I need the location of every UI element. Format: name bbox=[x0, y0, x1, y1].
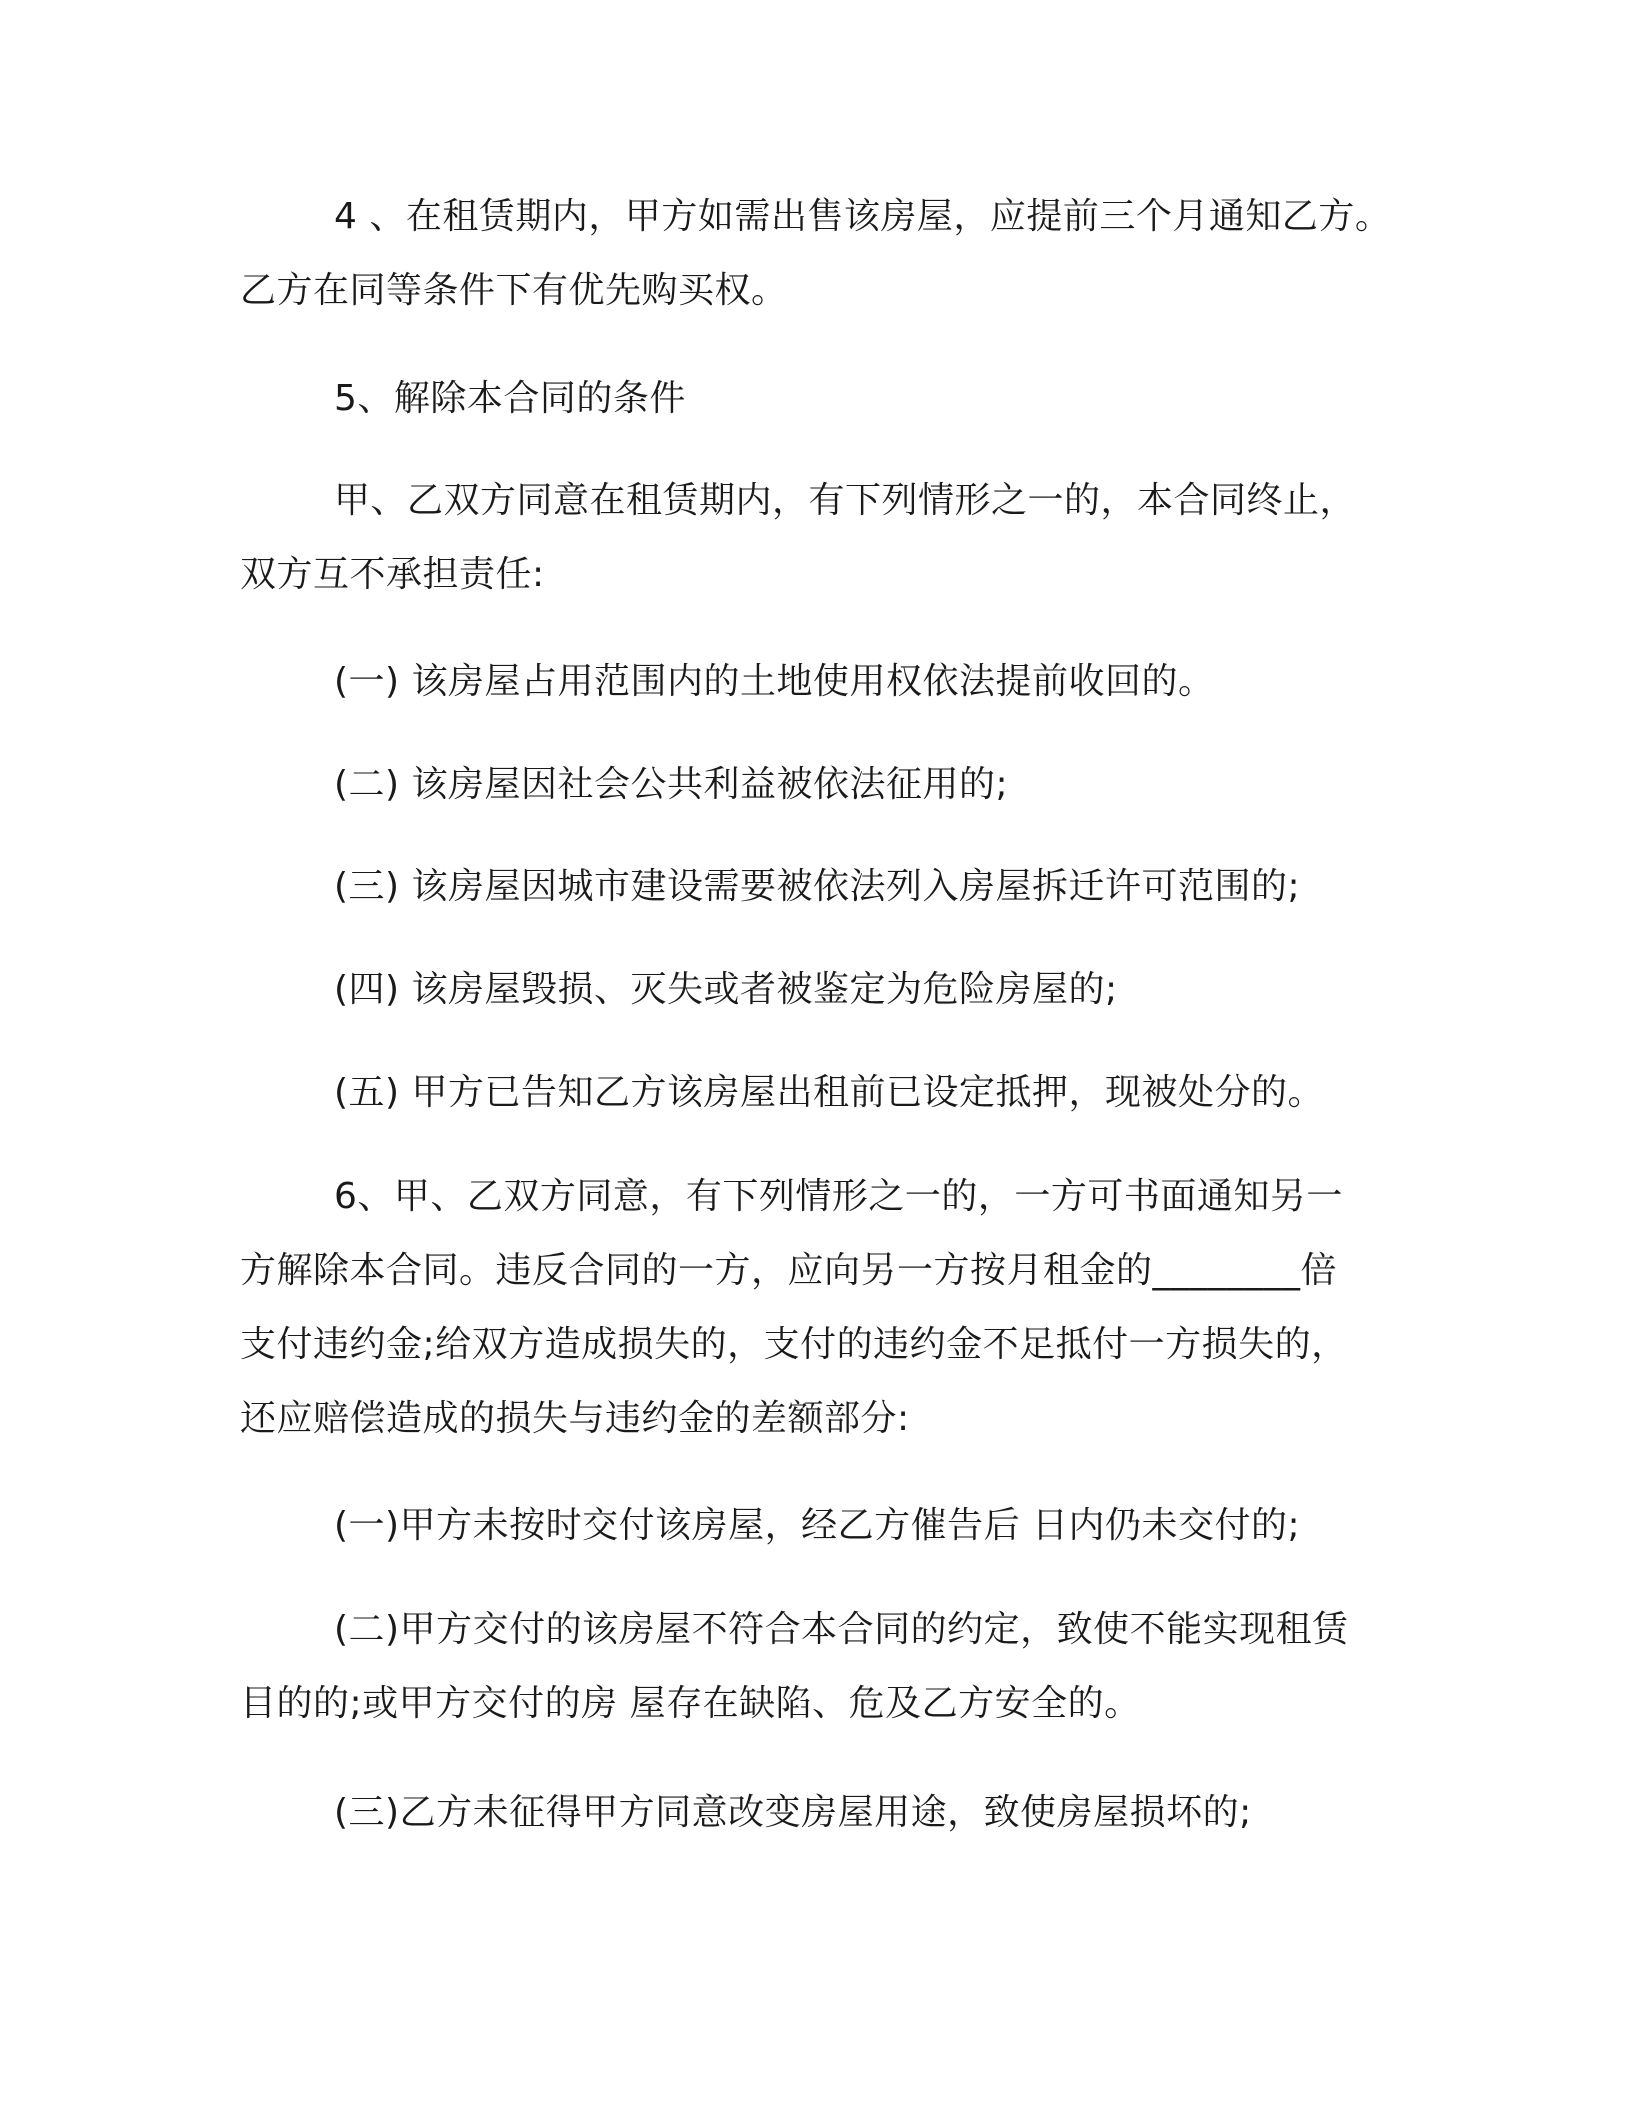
text-line: (四) 该房屋毁损、灭失或者被鉴定为危险房屋的; bbox=[334, 969, 1118, 1010]
text-line: 支付违约金;给双方造成损失的，支付的违约金不足抵付一方损失的， bbox=[240, 1324, 1348, 1365]
breach-item-3 bbox=[240, 1776, 1420, 1850]
text-line: (二) 该房屋因社会公共利益被依法征用的; bbox=[334, 764, 1009, 805]
breach-item-2 bbox=[240, 1593, 1420, 1741]
text-line: 方解除本合同。违反合同的一方，应向另一方按月租金的________倍 bbox=[240, 1250, 1338, 1291]
text-line: 6、甲、乙双方同意，有下列情形之一的，一方可书面通知另一 bbox=[334, 1176, 1343, 1217]
breach-item-1 bbox=[240, 1489, 1420, 1563]
clause-5-heading bbox=[240, 362, 1420, 436]
text-line: (五) 甲方已告知乙方该房屋出租前已设定抵押，现被处分的。 bbox=[334, 1072, 1325, 1113]
text-line: 目的的;或甲方交付的房 屋存在缺陷、危及乙方安全的。 bbox=[240, 1683, 1141, 1724]
text-line: 5、解除本合同的条件 bbox=[334, 378, 686, 419]
termination-item-2 bbox=[240, 748, 1420, 822]
termination-intro-paragraph bbox=[240, 464, 1420, 612]
text-line: (一)甲方未按时交付该房屋，经乙方催告后 日内仍未交付的; bbox=[334, 1505, 1301, 1546]
termination-item-5 bbox=[240, 1056, 1420, 1130]
text-line: (一) 该房屋占用范围内的土地使用权依法提前收回的。 bbox=[334, 661, 1215, 702]
clause-6-paragraph bbox=[240, 1160, 1420, 1456]
text-line: 还应赔偿造成的损失与违约金的差额部分: bbox=[240, 1398, 910, 1439]
termination-item-3 bbox=[240, 850, 1420, 924]
text-line: 甲、乙双方同意在租赁期内，有下列情形之一的，本合同终止， bbox=[334, 480, 1357, 521]
text-line: (三)乙方未征得甲方同意改变房屋用途，致使房屋损坏的; bbox=[334, 1792, 1252, 1833]
text-line: 4 、在租赁期内，甲方如需出售该房屋，应提前三个月通知乙方。 bbox=[334, 196, 1392, 237]
text-line: 双方互不承担责任: bbox=[240, 554, 545, 595]
text-line: (三) 该房屋因城市建设需要被依法列入房屋拆迁许可范围的; bbox=[334, 866, 1301, 907]
termination-item-1 bbox=[240, 645, 1420, 719]
clause-4-paragraph bbox=[240, 180, 1420, 328]
text-line: (二)甲方交付的该房屋不符合本合同的约定，致使不能实现租赁 bbox=[334, 1609, 1349, 1650]
termination-item-4 bbox=[240, 953, 1420, 1027]
text-line: 乙方在同等条件下有优先购买权。 bbox=[240, 270, 788, 311]
